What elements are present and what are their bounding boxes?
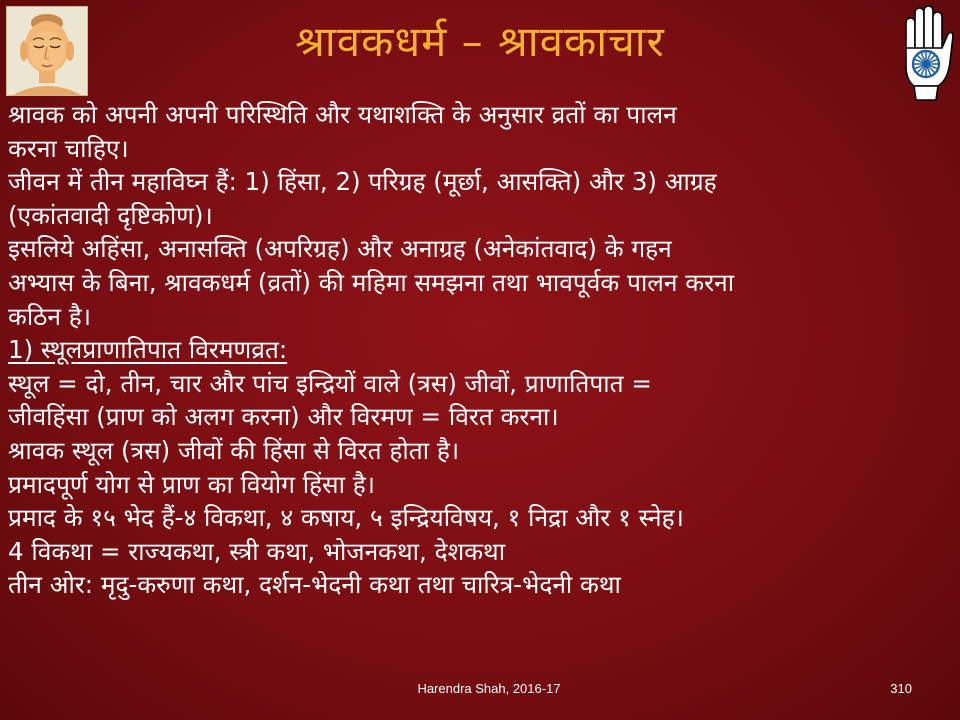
slide-body xyxy=(8,98,953,602)
body-line-14: 4 विकथा = राज्यकथा, स्त्री कथा, भोजनकथा, देशकथा xyxy=(8,536,506,566)
footer-author: Harendra Shah, 2016-17 xyxy=(417,681,561,696)
body-line-2: करना चाहिए। xyxy=(8,133,129,163)
body-line-4: (एकांतवादी दृष्टिकोण)। xyxy=(8,200,213,230)
body-line-13: प्रमाद के १५ भेद हैं-४ विकथा, ४ कषाय, ५ इन्द्रियविषय, १ निद्रा और १ स्नेह। xyxy=(8,503,684,533)
slide-title: श्रावकधर्म – श्रावकाचार xyxy=(295,17,665,66)
body-line-5: इसलिये अहिंसा, अनासक्ति (अपरिग्रह) और अनाग्रह (अनेकांतवाद) के गहन xyxy=(8,234,672,264)
body-line-12: प्रमादपूर्ण योग से प्राण का वियोग हिंसा है। xyxy=(8,469,376,499)
body-line-11: श्रावक स्थूल (त्रस) जीवों की हिंसा से विरत होता है। xyxy=(8,435,460,465)
body-line-3: जीवन में तीन महाविघ्न हैं: 1) हिंसा, 2) परिग्रह (मूर्छा, आसक्ति) और 3) आग्रह xyxy=(8,167,717,197)
jain-hand-logo xyxy=(898,4,954,102)
body-line-9: स्थूल = दो, तीन, चार और पांच इन्द्रियों वाले (त्रस) जीवों, प्राणातिपात = xyxy=(8,368,652,398)
section-heading xyxy=(8,333,953,367)
section-heading-text: 1) स्थूलप्राणातिपात विरमणव्रत: xyxy=(8,335,288,365)
page-number: 310 xyxy=(890,681,912,696)
body-line-10: जीवहिंसा (प्राण को अलग करना) और विरमण = विरत करना। xyxy=(8,402,559,432)
body-line-6: अभ्यास के बिना, श्रावकधर्म (व्रतों) की महिमा समझना तथा भावपूर्वक पालन करना xyxy=(8,267,735,297)
body-line-7: कठिन है। xyxy=(8,301,92,331)
jain-hand-chakra-icon xyxy=(898,4,954,102)
body-line-15: तीन ओर: मृदु-करुणा कथा, दर्शन-भेदनी कथा तथा चारित्र-भेदनी कथा xyxy=(8,570,621,600)
body-line-1: श्रावक को अपनी अपनी परिस्थिति और यथाशक्ति के अनुसार व्रतों का पालन xyxy=(8,100,677,129)
